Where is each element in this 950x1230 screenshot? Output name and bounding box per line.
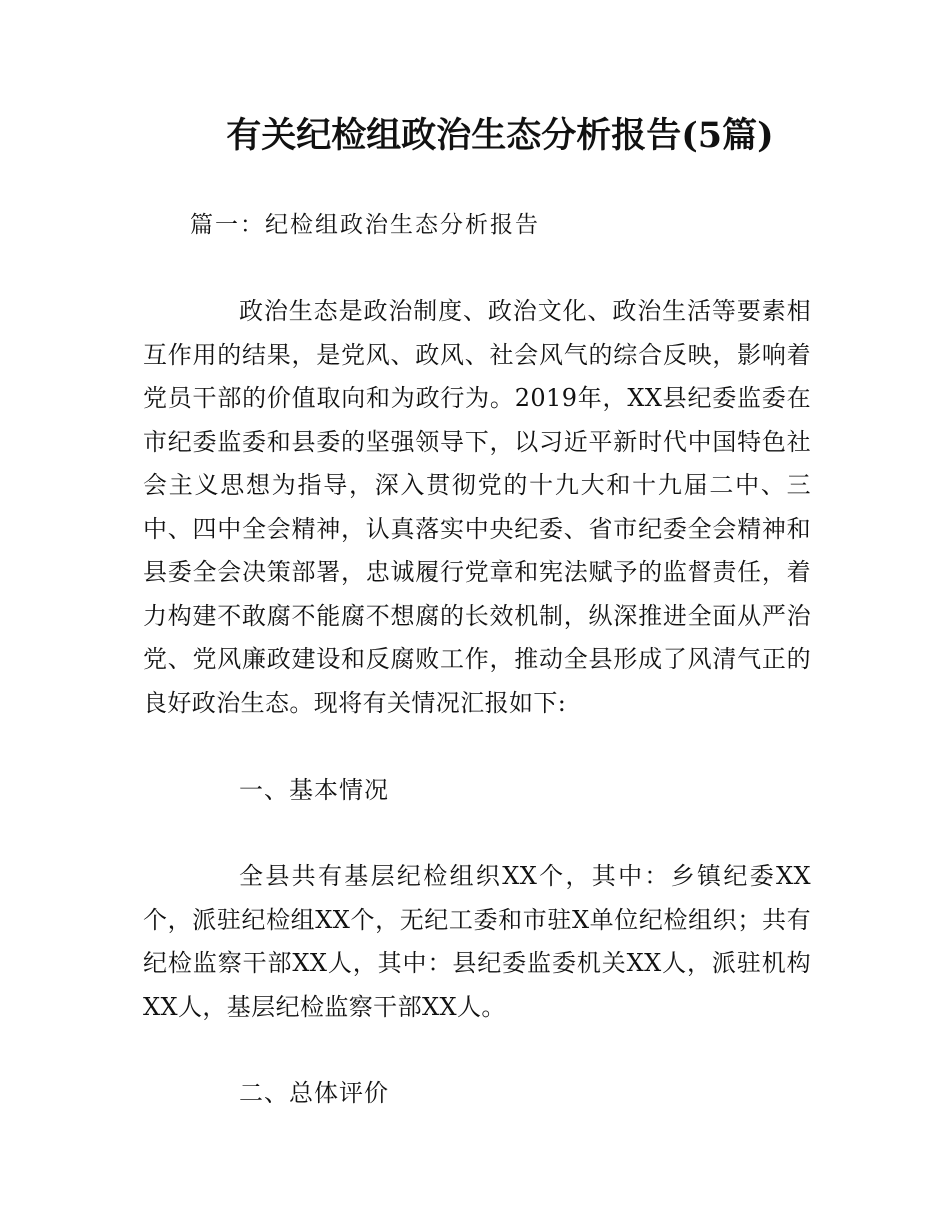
basic-situation-paragraph: 全县共有基层纪检组织XX个，其中：乡镇纪委XX个，派驻纪检组XX个，无纪工委和市驻X单位纪检组织；共有纪检监察干部XX人，其中：县纪委监委机关XX人，派驻机构XX人，基层纪检监察干部XX人。 — [143, 862, 811, 1021]
document-title: 有关纪检组政治生态分析报告(5篇) — [226, 115, 774, 156]
section-subtitle: 篇一：纪检组政治生态分析报告 — [190, 212, 540, 238]
intro-paragraph: 政治生态是政治制度、政治文化、政治生活等要素相互作用的结果，是党风、政风、社会风气的综合反映，影响着党员干部的价值取向和为政行为。2019年，XX县纪委监委在市纪委监委和县委的坚强领导下，以习近平新时代中国特色社会主义思想为指导，深入贯彻党的十九大和十九届二中、三中、四中全会精神，认真落实中央纪委、省市纪委全会精神和县委全会决策部署，忠诚履行党章和宪法赋予的监督责任，着力构建不敢腐不能腐不想腐的长效机制，纵深推进全面从严治党、党风廉政建设和反腐败工作，推动全县形成了风清气正的良好政治生态。现将有关情况汇报如下: — [143, 297, 811, 717]
heading-overall-evaluation: 二、总体评价 — [239, 1079, 389, 1107]
heading-basic-situation: 一、基本情况 — [239, 776, 389, 804]
